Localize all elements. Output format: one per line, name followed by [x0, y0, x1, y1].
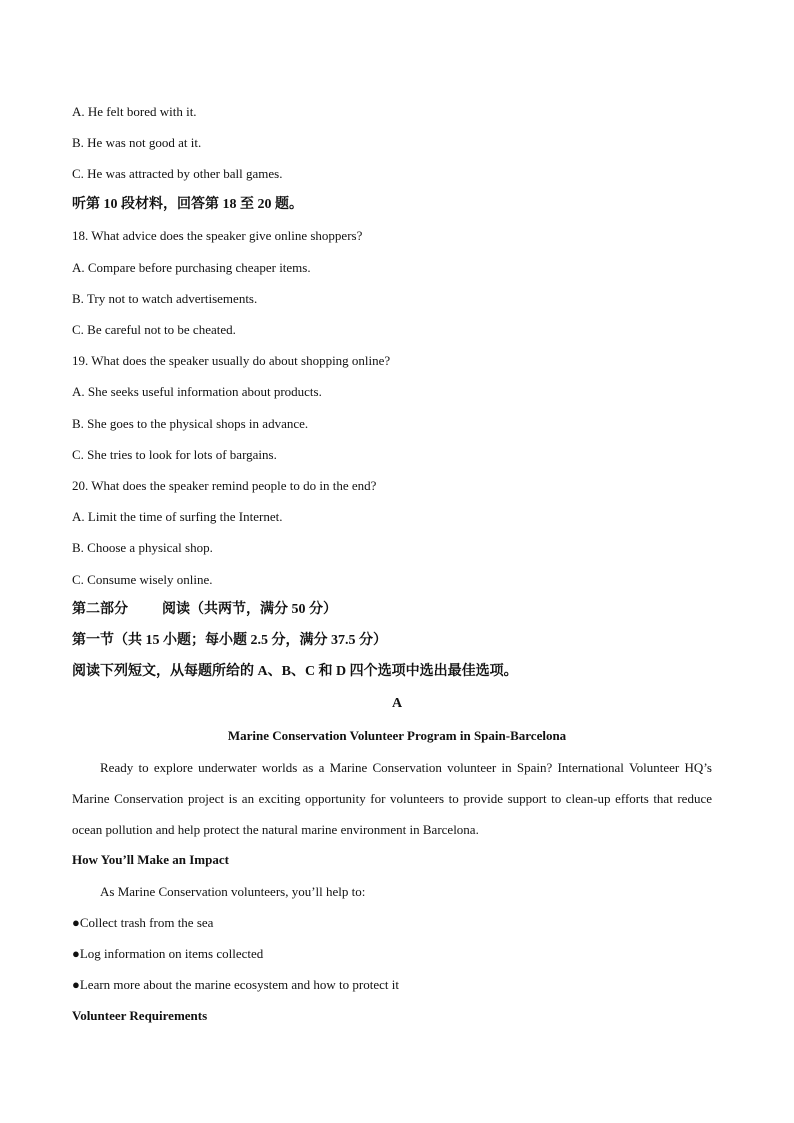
- section1-heading: 第一节（共 15 小题；每小题 2.5 分，满分 37.5 分）: [72, 633, 387, 648]
- passage-letter: A: [391, 696, 403, 711]
- impact-heading: How You’ll Make an Impact: [72, 852, 229, 867]
- part2-heading: [72, 602, 337, 618]
- reading-instruction: 阅读下列短文，从每题所给的 A、B、C 和 D 四个选项中选出最佳选项。: [72, 664, 518, 679]
- passage-intro-paragraph: Ready to explore underwater worlds as a Marine Conservation volunteer in Spain? International Volunteer HQ’s Marine Conservation project is an exciting opportunity for volunteers to provide support to clean-up efforts that reduce ocean pollution and help protect the natural marine environment in Barcelona.: [72, 760, 712, 837]
- q19-option-b: B. She goes to the physical shops in advance.: [72, 416, 309, 431]
- q19-option-a: A. She seeks useful information about products.: [72, 384, 322, 399]
- q20-option-a: A. Limit the time of surfing the Internet.: [72, 509, 283, 524]
- section-10-heading: 听第 10 段材料，回答第 18 至 20 题。: [72, 197, 303, 212]
- q17-option-a: A. He felt bored with it.: [72, 104, 197, 119]
- impact-bullet-2: ●Log information on items collected: [72, 946, 264, 961]
- q18-option-b: B. Try not to watch advertisements.: [72, 291, 258, 306]
- q18-option-a: A. Compare before purchasing cheaper items.: [72, 260, 311, 275]
- passage-title: Marine Conservation Volunteer Program in Spain-Barcelona: [227, 728, 567, 743]
- requirements-heading: Volunteer Requirements: [72, 1008, 208, 1023]
- q20-option-b: B. Choose a physical shop.: [72, 540, 213, 555]
- q19-question: 19. What does the speaker usually do about shopping online?: [72, 353, 391, 368]
- q20-question: 20. What does the speaker remind people to do in the end?: [72, 478, 377, 493]
- q17-option-c: C. He was attracted by other ball games.: [72, 166, 283, 181]
- impact-intro: As Marine Conservation volunteers, you’ll help to:: [100, 884, 366, 899]
- q19-option-c: C. She tries to look for lots of bargains.: [72, 447, 277, 462]
- q17-option-b: B. He was not good at it.: [72, 135, 202, 150]
- q18-question: 18. What advice does the speaker give online shoppers?: [72, 228, 363, 243]
- impact-bullet-1: ●Collect trash from the sea: [72, 915, 214, 930]
- q20-option-c: C. Consume wisely online.: [72, 572, 213, 587]
- impact-bullet-3: ●Learn more about the marine ecosystem and how to protect it: [72, 977, 399, 992]
- part2-heading-title: 阅读（共两节，满分 50 分）: [162, 602, 337, 617]
- q18-option-c: C. Be careful not to be cheated.: [72, 322, 236, 337]
- part2-heading-label: 第二部分: [72, 602, 128, 617]
